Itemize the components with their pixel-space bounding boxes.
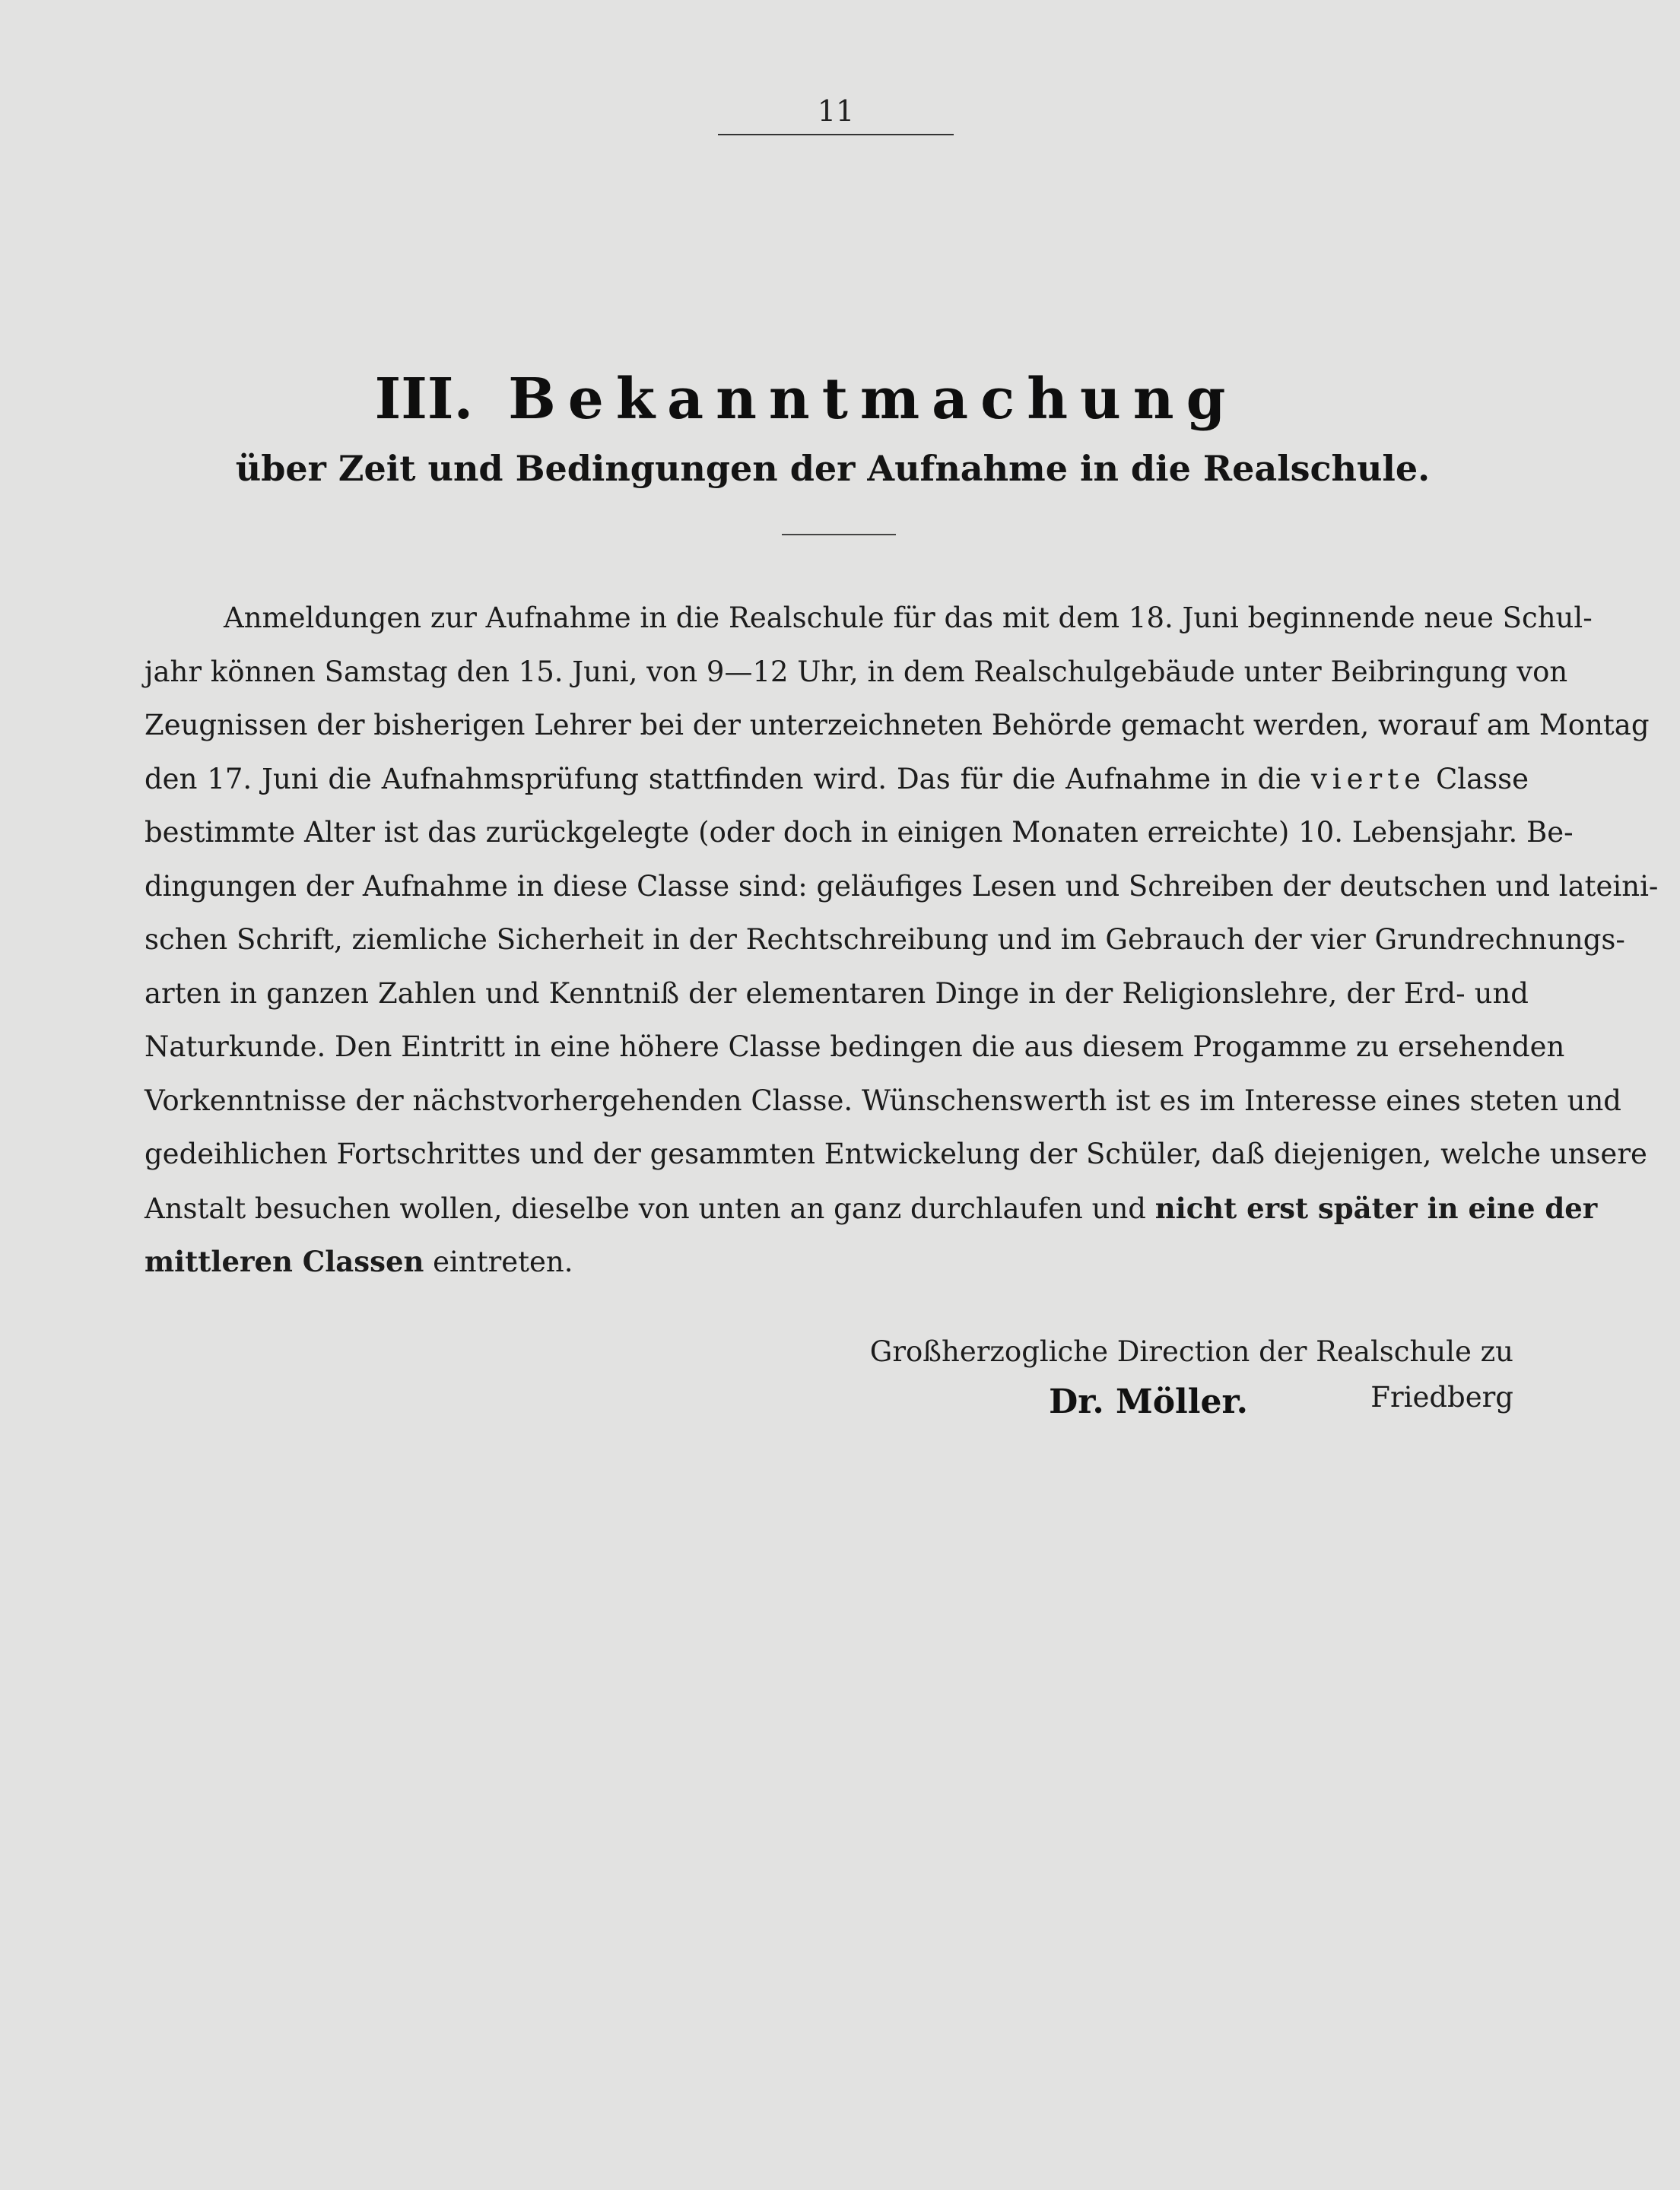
section-heading <box>304 365 1308 433</box>
text-segment: Classe <box>1435 762 1529 795</box>
header-rule <box>718 134 954 135</box>
text-line <box>144 1235 1529 1289</box>
text-line: Zeugnissen der bisherigen Lehrer bei der unterzeichneten Behörde gemacht werden, worauf am Montag <box>144 709 1650 741</box>
announcement-paragraph <box>144 592 1659 1289</box>
section-title: Bekanntmachung <box>508 367 1238 432</box>
text-segment: eintreten. <box>433 1246 573 1278</box>
signature-name: Dr. Möller. <box>1049 1382 1248 1421</box>
text-line <box>144 1182 1598 1236</box>
text-line: Anmeldungen zur Aufnahme in die Realschule für das mit dem 18. Juni beginnende neue Schul- <box>224 601 1593 634</box>
text-line <box>144 753 1529 807</box>
title-rule <box>782 534 896 535</box>
text-line: arten in ganzen Zahlen und Kenntniß der elementaren Dinge in der Religionslehre, der Erd- und <box>144 976 1529 1010</box>
text-line: gedeihlichen Fortschrittes und der gesammten Entwickelung der Schüler, daß diejenigen, welche unsere <box>144 1138 1647 1170</box>
text-segment: den 17. Juni die Aufnahmsprüfung stattfinden wird. Das für die Aufnahme in die <box>144 762 1301 795</box>
text-line: dingungen der Aufnahme in diese Classe sind: geläufiges Lesen und Schreiben der deutschen und lateini- <box>144 869 1659 903</box>
bold-text: nicht erst später in eine der <box>1154 1191 1598 1225</box>
signature-office: Großherzogliche Direction der Realschule zu Friedberg <box>869 1335 1513 1414</box>
page-number: 11 <box>817 94 855 128</box>
text-line: Naturkunde. Den Eintritt in eine höhere Classe bedingen die aus diesem Progamme zu ersehenden <box>144 1030 1565 1063</box>
text-line: schen Schrift, ziemliche Sicherheit in der Rechtschreibung und im Gebrauch der vier Grundrechnungs- <box>144 923 1625 956</box>
text-line: jahr können Samstag den 15. Juni, von 9—12 Uhr, in dem Realschulgebäude unter Beibringung von <box>144 655 1568 688</box>
bold-text: mittleren Classen <box>144 1245 424 1278</box>
text-line: Vorkenntnisse der nächstvorhergehenden Classe. Wünschenswerth ist es im Interesse eines steten und <box>144 1084 1621 1117</box>
text-segment: Anstalt besuchen wollen, dieselbe von unten an ganz durchlaufen und <box>144 1192 1146 1225</box>
text-line: bestimmte Alter ist das zurückgelegte (oder doch in einigen Monaten erreichte) 10. Lebensjahr. Be- <box>144 816 1574 849</box>
section-numeral: III. <box>374 367 474 432</box>
section-subtitle: über Zeit und Bedingungen der Aufnahme in die Realschule. <box>235 448 1431 489</box>
emphasized-text: vierte <box>1310 762 1426 795</box>
